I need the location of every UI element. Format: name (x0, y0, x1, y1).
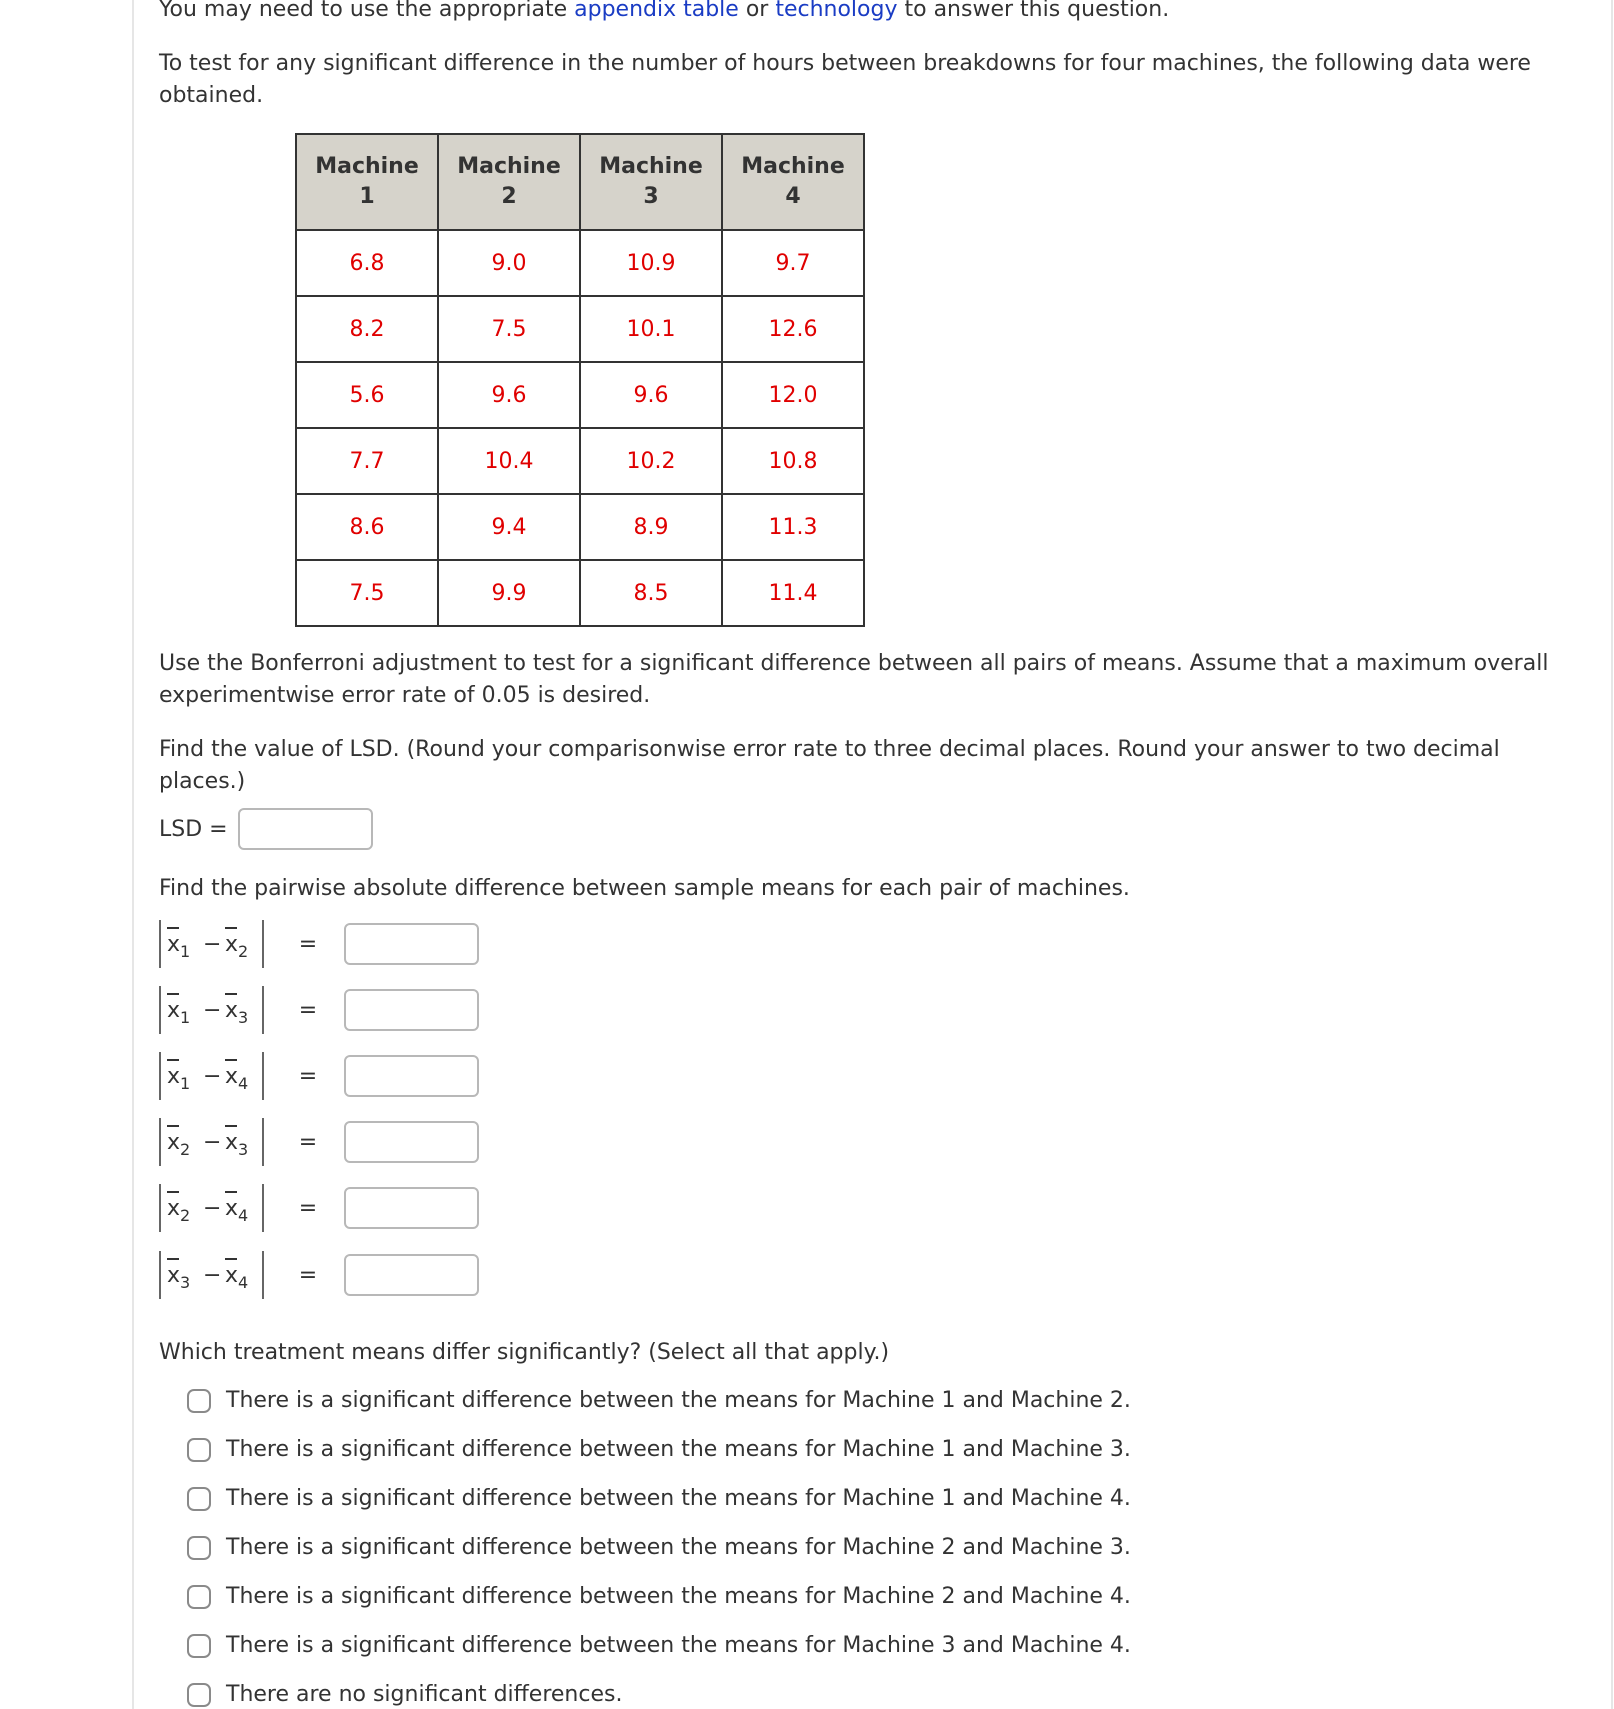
option-2-4[interactable] (187, 1572, 1131, 1621)
lsd-prompt: Find the value of LSD. (Round your comparisonwise error rate to three decimal places. Round your answer to two decimal places.) (159, 737, 1500, 794)
mean-term-b (225, 1196, 249, 1225)
mean-term-a (167, 998, 191, 1027)
table-cell: 5.6 (296, 362, 438, 428)
header-number: 3 (643, 184, 659, 209)
mean-bar (167, 1125, 179, 1127)
header-label: Machine (741, 154, 845, 179)
mean-term-a (167, 1263, 191, 1292)
table-cell: 10.9 (580, 230, 722, 296)
table-cell: 6.8 (296, 230, 438, 296)
table-cell: 9.6 (438, 362, 580, 428)
option-1-4[interactable] (187, 1474, 1131, 1523)
table-row (296, 494, 864, 560)
minus-sign: − (203, 1130, 222, 1155)
subscript-a: 2 (180, 1140, 191, 1159)
minus-sign: − (203, 1064, 222, 1089)
subscript-b: 2 (238, 942, 249, 961)
header-number: 1 (359, 184, 375, 209)
table-cell: 9.9 (438, 560, 580, 626)
x-symbol: x (167, 998, 181, 1023)
x-symbol: x (167, 1130, 181, 1155)
problem-description: To test for any significant difference in the number of hours between breakdowns for four machines, the following data were obtained. (159, 51, 1531, 108)
mean-bar (167, 1258, 179, 1260)
answer-options (187, 1376, 1131, 1709)
subscript-b: 4 (238, 1273, 249, 1292)
pair-row-3-4 (159, 1250, 479, 1300)
checkbox[interactable] (187, 1683, 211, 1707)
pair-row-2-3 (159, 1117, 479, 1167)
mean-bar (225, 1125, 237, 1127)
pair-row-1-4 (159, 1051, 479, 1101)
lsd-input[interactable] (238, 808, 373, 850)
checkbox[interactable] (187, 1487, 211, 1511)
mean-term-b (225, 1130, 249, 1159)
option-label: There is a significant difference between the means for Machine 2 and Machine 4. (226, 1584, 1131, 1609)
x-symbol: x (167, 932, 181, 957)
subscript-b: 3 (238, 1008, 249, 1027)
table-row (296, 230, 864, 296)
diff-1-2-input[interactable] (344, 923, 479, 965)
table-row (296, 560, 864, 626)
table-cell: 8.6 (296, 494, 438, 560)
abs-diff-expression (159, 1118, 264, 1166)
lsd-answer-row (159, 808, 373, 850)
checkbox[interactable] (187, 1585, 211, 1609)
option-2-3[interactable] (187, 1523, 1131, 1572)
table-cell: 12.6 (722, 296, 864, 362)
table-cell: 10.1 (580, 296, 722, 362)
header-number: 4 (785, 184, 801, 209)
checkbox[interactable] (187, 1389, 211, 1413)
mean-bar (225, 1258, 237, 1260)
table-row (296, 296, 864, 362)
table-row (296, 428, 864, 494)
header-machine-2 (438, 134, 580, 230)
table-cell: 10.2 (580, 428, 722, 494)
table-cell: 9.4 (438, 494, 580, 560)
header-label: Machine (599, 154, 703, 179)
x-symbol: x (167, 1196, 181, 1221)
pair-row-1-2 (159, 919, 479, 969)
checkbox[interactable] (187, 1536, 211, 1560)
subscript-b: 4 (238, 1206, 249, 1225)
table-cell: 12.0 (722, 362, 864, 428)
diff-2-3-input[interactable] (344, 1121, 479, 1163)
table-cell: 11.4 (722, 560, 864, 626)
option-label: There is a significant difference between the means for Machine 1 and Machine 3. (226, 1437, 1131, 1462)
subscript-b: 3 (238, 1140, 249, 1159)
intro-middle: or (738, 0, 776, 22)
option-1-2[interactable] (187, 1376, 1131, 1425)
intro-after: to answer this question. (897, 0, 1170, 22)
minus-sign: − (203, 932, 222, 957)
mean-bar (167, 927, 179, 929)
header-number: 2 (501, 184, 517, 209)
header-machine-1 (296, 134, 438, 230)
abs-diff-expression (159, 1251, 264, 1299)
x-symbol: x (225, 1196, 239, 1221)
option-label: There is a significant difference between the means for Machine 2 and Machine 3. (226, 1535, 1131, 1560)
table-cell: 9.7 (722, 230, 864, 296)
frame-border-left (132, 0, 134, 1709)
table-cell: 9.0 (438, 230, 580, 296)
option-label: There are no significant differences. (226, 1682, 623, 1707)
mean-bar (167, 1191, 179, 1193)
equals-sign: = (298, 1063, 318, 1089)
bonferroni-instructions: Use the Bonferroni adjustment to test for a significant difference between all pairs of means. Assume that a maximum overall experimentwise error rate of 0.05 is desired. (159, 651, 1549, 708)
abs-diff-expression (159, 1052, 264, 1100)
header-machine-4 (722, 134, 864, 230)
mean-term-b (225, 1263, 249, 1292)
diff-2-4-input[interactable] (344, 1187, 479, 1229)
pair-row-2-4 (159, 1183, 479, 1233)
mean-term-b (225, 1064, 249, 1093)
abs-diff-expression (159, 986, 264, 1034)
table-cell: 7.5 (296, 560, 438, 626)
subscript-a: 1 (180, 1008, 191, 1027)
minus-sign: − (203, 1196, 222, 1221)
mean-term-b (225, 998, 249, 1027)
table-cell: 9.6 (580, 362, 722, 428)
mean-term-a (167, 1064, 191, 1093)
abs-diff-expression (159, 1184, 264, 1232)
table-cell: 8.5 (580, 560, 722, 626)
equals-sign: = (298, 1129, 318, 1155)
option-1-3[interactable] (187, 1425, 1131, 1474)
table-row (296, 362, 864, 428)
x-symbol: x (225, 932, 239, 957)
subscript-b: 4 (238, 1074, 249, 1093)
x-symbol: x (225, 1263, 239, 1288)
lsd-label: LSD = (159, 816, 228, 842)
checkbox[interactable] (187, 1634, 211, 1658)
table-cell: 7.5 (438, 296, 580, 362)
technology-link[interactable]: technology (775, 0, 898, 22)
significance-question: Which treatment means differ significantly? (Select all that apply.) (159, 1340, 890, 1365)
mean-term-a (167, 932, 191, 961)
subscript-a: 2 (180, 1206, 191, 1225)
x-symbol: x (167, 1263, 181, 1288)
x-symbol: x (225, 998, 239, 1023)
frame-border-right (1611, 0, 1613, 1709)
equals-sign: = (298, 931, 318, 957)
mean-term-a (167, 1130, 191, 1159)
minus-sign: − (203, 1263, 222, 1288)
option-none[interactable] (187, 1670, 1131, 1709)
mean-bar (225, 927, 237, 929)
header-label: Machine (315, 154, 419, 179)
machine-data-table (295, 133, 865, 627)
option-label: There is a significant difference between the means for Machine 1 and Machine 4. (226, 1486, 1131, 1511)
appendix-table-link[interactable]: appendix table (574, 0, 739, 22)
mean-term-b (225, 932, 249, 961)
pair-row-1-3 (159, 985, 479, 1035)
equals-sign: = (298, 1195, 318, 1221)
table-cell: 10.8 (722, 428, 864, 494)
mean-bar (225, 1059, 237, 1061)
header-label: Machine (457, 154, 561, 179)
mean-term-a (167, 1196, 191, 1225)
subscript-a: 1 (180, 1074, 191, 1093)
checkbox[interactable] (187, 1438, 211, 1462)
table-cell: 10.4 (438, 428, 580, 494)
mean-bar (167, 1059, 179, 1061)
x-symbol: x (225, 1130, 239, 1155)
mean-bar (225, 1191, 237, 1193)
table-header-row (296, 134, 864, 230)
x-symbol: x (167, 1064, 181, 1089)
abs-diff-expression (159, 920, 264, 968)
table-cell: 8.2 (296, 296, 438, 362)
diff-1-4-input[interactable] (344, 1055, 479, 1097)
option-label: There is a significant difference between the means for Machine 1 and Machine 2. (226, 1388, 1131, 1413)
mean-bar (225, 993, 237, 995)
diff-3-4-input[interactable] (344, 1254, 479, 1296)
option-label: There is a significant difference between the means for Machine 3 and Machine 4. (226, 1633, 1131, 1658)
option-3-4[interactable] (187, 1621, 1131, 1670)
header-machine-3 (580, 134, 722, 230)
equals-sign: = (298, 997, 318, 1023)
subscript-a: 1 (180, 942, 191, 961)
table-cell: 8.9 (580, 494, 722, 560)
mean-bar (167, 993, 179, 995)
intro-text (159, 0, 1169, 26)
subscript-a: 3 (180, 1273, 191, 1292)
x-symbol: x (225, 1064, 239, 1089)
table-cell: 11.3 (722, 494, 864, 560)
minus-sign: − (203, 998, 222, 1023)
pairwise-prompt: Find the pairwise absolute difference between sample means for each pair of machines. (159, 876, 1130, 901)
equals-sign: = (298, 1262, 318, 1288)
table-cell: 7.7 (296, 428, 438, 494)
intro-before: You may need to use the appropriate (159, 0, 575, 22)
diff-1-3-input[interactable] (344, 989, 479, 1031)
